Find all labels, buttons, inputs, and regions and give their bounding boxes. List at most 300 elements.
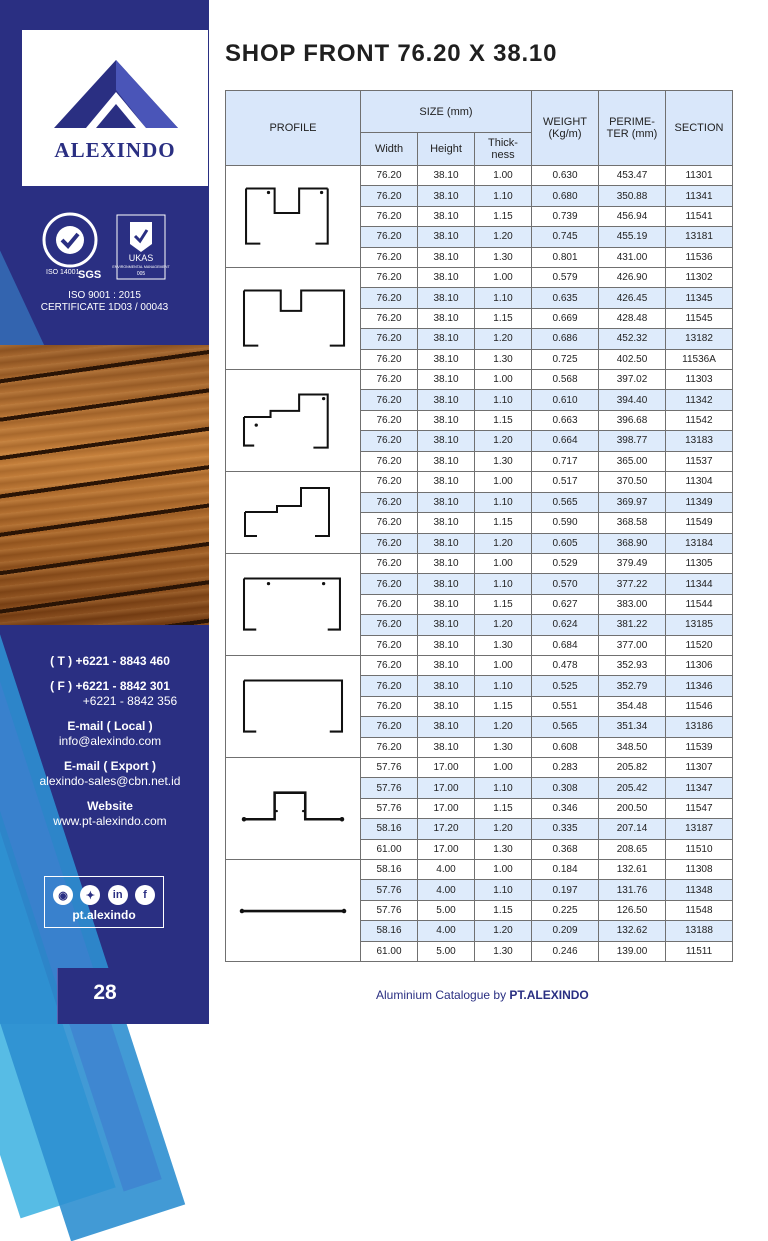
cell-perimeter: 426.45: [599, 288, 666, 308]
cell-width: 76.20: [361, 390, 418, 410]
cell-section: 11347: [666, 778, 733, 798]
cell-thickness: 1.20: [475, 615, 532, 635]
profile-drawing-icon: [227, 166, 359, 264]
cell-width: 61.00: [361, 839, 418, 859]
cell-weight: 0.197: [532, 880, 599, 900]
cell-perimeter: 354.48: [599, 696, 666, 716]
cell-thickness: 1.10: [475, 574, 532, 594]
cell-perimeter: 397.02: [599, 370, 666, 390]
cell-width: 76.20: [361, 308, 418, 328]
profile-drawing-icon: [227, 472, 359, 550]
cell-weight: 0.745: [532, 227, 599, 247]
cell-width: 57.76: [361, 798, 418, 818]
cell-height: 17.00: [418, 839, 475, 859]
cell-section: 13185: [666, 615, 733, 635]
certification-block: [0, 186, 209, 346]
cell-thickness: 1.15: [475, 308, 532, 328]
phone-label: ( T ) +6221 - 8843 460: [50, 654, 170, 668]
cell-width: 58.16: [361, 819, 418, 839]
cell-thickness: 1.30: [475, 737, 532, 757]
cell-weight: 0.680: [532, 186, 599, 206]
cell-weight: 0.346: [532, 798, 599, 818]
cell-height: 38.10: [418, 574, 475, 594]
cell-height: 38.10: [418, 431, 475, 451]
cell-section: 11510: [666, 839, 733, 859]
cell-thickness: 1.30: [475, 941, 532, 961]
email-local-label: E-mail ( Local ): [67, 719, 153, 733]
cell-height: 38.10: [418, 717, 475, 737]
cell-thickness: 1.00: [475, 472, 532, 493]
cell-width: 76.20: [361, 227, 418, 247]
cell-section: 11303: [666, 370, 733, 390]
cell-perimeter: 370.50: [599, 472, 666, 493]
cell-height: 38.10: [418, 737, 475, 757]
cell-weight: 0.608: [532, 737, 599, 757]
cell-perimeter: 379.49: [599, 554, 666, 574]
certification-text: [0, 290, 209, 314]
cell-height: 38.10: [418, 329, 475, 349]
cell-height: 38.10: [418, 696, 475, 716]
cell-perimeter: 428.48: [599, 308, 666, 328]
cell-width: 58.16: [361, 921, 418, 941]
cell-thickness: 1.15: [475, 206, 532, 226]
cell-perimeter: 456.94: [599, 206, 666, 226]
svg-text:005: 005: [136, 271, 146, 277]
cell-section: 11344: [666, 574, 733, 594]
cell-thickness: 1.10: [475, 778, 532, 798]
cell-thickness: 1.20: [475, 717, 532, 737]
cell-section: 13182: [666, 329, 733, 349]
footer: [376, 988, 589, 1002]
cell-width: 76.20: [361, 370, 418, 390]
cell-weight: 0.610: [532, 390, 599, 410]
cell-thickness: 1.00: [475, 860, 532, 880]
cell-perimeter: 126.50: [599, 900, 666, 920]
linkedin-icon[interactable]: in: [108, 885, 128, 905]
profile-drawing: [226, 860, 361, 962]
cell-weight: 0.605: [532, 533, 599, 554]
cell-perimeter: 369.97: [599, 492, 666, 513]
cell-perimeter: 350.88: [599, 186, 666, 206]
cell-perimeter: 453.47: [599, 166, 666, 186]
cell-width: 76.20: [361, 513, 418, 534]
profile-drawing: [226, 554, 361, 656]
cell-section: 11539: [666, 737, 733, 757]
cell-thickness: 1.10: [475, 676, 532, 696]
cell-section: 11536A: [666, 349, 733, 369]
fax-label: ( F ) +6221 - 8842 301: [50, 679, 170, 693]
page-title: SHOP FRONT 76.20 X 38.10: [225, 40, 558, 67]
cell-width: 76.20: [361, 717, 418, 737]
cell-width: 76.20: [361, 349, 418, 369]
cell-weight: 0.663: [532, 410, 599, 430]
profile-drawing-icon: [227, 370, 359, 468]
cell-thickness: 1.20: [475, 533, 532, 554]
cell-perimeter: 452.32: [599, 329, 666, 349]
cell-thickness: 1.30: [475, 451, 532, 471]
cell-perimeter: 365.00: [599, 451, 666, 471]
sgs-iso-badge-icon: [40, 210, 110, 280]
cell-weight: 0.801: [532, 247, 599, 267]
header-size: SIZE (mm): [361, 91, 532, 133]
cell-width: 76.20: [361, 247, 418, 267]
cell-perimeter: 455.19: [599, 227, 666, 247]
cell-thickness: 1.15: [475, 594, 532, 614]
cell-width: 76.20: [361, 635, 418, 655]
cell-weight: 0.630: [532, 166, 599, 186]
cell-thickness: 1.15: [475, 798, 532, 818]
svg-text:ENVIRONMENTAL MANAGEMENT: ENVIRONMENTAL MANAGEMENT: [112, 265, 170, 269]
cell-section: 11542: [666, 410, 733, 430]
cell-height: 38.10: [418, 390, 475, 410]
cell-width: 76.20: [361, 410, 418, 430]
cell-weight: 0.627: [532, 594, 599, 614]
cell-weight: 0.590: [532, 513, 599, 534]
cell-height: 38.10: [418, 656, 475, 676]
cell-height: 5.00: [418, 900, 475, 920]
cell-perimeter: 402.50: [599, 349, 666, 369]
cell-width: 57.76: [361, 758, 418, 778]
cell-perimeter: 381.22: [599, 615, 666, 635]
cell-width: 58.16: [361, 860, 418, 880]
cell-weight: 0.368: [532, 839, 599, 859]
cell-height: 38.10: [418, 227, 475, 247]
cell-thickness: 1.10: [475, 288, 532, 308]
cell-height: 17.00: [418, 758, 475, 778]
cell-section: 11307: [666, 758, 733, 778]
cell-thickness: 1.10: [475, 186, 532, 206]
alexindo-logo-icon: [50, 58, 182, 138]
cell-section: 11544: [666, 594, 733, 614]
cell-height: 17.00: [418, 798, 475, 818]
cell-perimeter: 396.68: [599, 410, 666, 430]
cell-weight: 0.725: [532, 349, 599, 369]
cell-perimeter: 207.14: [599, 819, 666, 839]
cell-section: 13183: [666, 431, 733, 451]
cell-height: 38.10: [418, 186, 475, 206]
instagram-icon[interactable]: ◉: [53, 885, 73, 905]
cell-height: 38.10: [418, 513, 475, 534]
cell-width: 76.20: [361, 166, 418, 186]
cell-perimeter: 377.00: [599, 635, 666, 655]
cell-height: 38.10: [418, 288, 475, 308]
website-label: Website: [87, 799, 133, 813]
cell-weight: 0.225: [532, 900, 599, 920]
cell-section: 11548: [666, 900, 733, 920]
cell-perimeter: 368.90: [599, 533, 666, 554]
cell-thickness: 1.00: [475, 554, 532, 574]
cell-thickness: 1.20: [475, 921, 532, 941]
cell-weight: 0.635: [532, 288, 599, 308]
profile-drawing: [226, 472, 361, 554]
cell-height: 38.10: [418, 635, 475, 655]
cell-height: 38.10: [418, 206, 475, 226]
cell-thickness: 1.30: [475, 247, 532, 267]
svg-text:SGS: SGS: [78, 269, 102, 281]
cell-thickness: 1.00: [475, 758, 532, 778]
cell-thickness: 1.20: [475, 329, 532, 349]
cell-thickness: 1.30: [475, 349, 532, 369]
sidebar: [0, 0, 209, 1024]
cell-thickness: 1.30: [475, 635, 532, 655]
twitter-icon[interactable]: ✦: [80, 885, 100, 905]
cell-width: 76.20: [361, 451, 418, 471]
cell-height: 4.00: [418, 921, 475, 941]
profile-drawing-icon: [227, 860, 359, 958]
cell-section: 11349: [666, 492, 733, 513]
cell-width: 76.20: [361, 737, 418, 757]
cell-weight: 0.684: [532, 635, 599, 655]
profile-drawing-icon: [227, 554, 359, 652]
header-height: Height: [418, 133, 475, 166]
cell-section: 13187: [666, 819, 733, 839]
cell-weight: 0.565: [532, 492, 599, 513]
cell-weight: 0.335: [532, 819, 599, 839]
profile-drawing-icon: [227, 758, 359, 856]
cell-width: 76.20: [361, 594, 418, 614]
cell-weight: 0.209: [532, 921, 599, 941]
cell-weight: 0.525: [532, 676, 599, 696]
cell-weight: 0.568: [532, 370, 599, 390]
cell-perimeter: 352.79: [599, 676, 666, 696]
profile-drawing: [226, 166, 361, 268]
profile-drawing: [226, 268, 361, 370]
cell-width: 61.00: [361, 941, 418, 961]
profile-drawing-icon: [227, 656, 359, 754]
header-section: SECTION: [666, 91, 733, 166]
cell-perimeter: 200.50: [599, 798, 666, 818]
cell-width: 76.20: [361, 615, 418, 635]
ukas-badge-icon: [112, 214, 170, 280]
cell-width: 76.20: [361, 206, 418, 226]
cell-section: 11511: [666, 941, 733, 961]
cell-width: 76.20: [361, 533, 418, 554]
footer-prefix: Aluminium Catalogue by: [376, 988, 510, 1002]
cell-perimeter: 205.82: [599, 758, 666, 778]
cell-weight: 0.246: [532, 941, 599, 961]
cell-width: 76.20: [361, 431, 418, 451]
cell-weight: 0.624: [532, 615, 599, 635]
header-thickness: Thick- ness: [475, 133, 532, 166]
cell-weight: 0.669: [532, 308, 599, 328]
table-row: [226, 472, 733, 493]
cell-weight: 0.551: [532, 696, 599, 716]
profile-drawing: [226, 656, 361, 758]
cell-perimeter: 398.77: [599, 431, 666, 451]
cell-weight: 0.717: [532, 451, 599, 471]
table-row: [226, 554, 733, 574]
cell-perimeter: 131.76: [599, 880, 666, 900]
cell-height: 38.10: [418, 554, 475, 574]
cell-perimeter: 368.58: [599, 513, 666, 534]
cell-height: 4.00: [418, 880, 475, 900]
cell-section: 11305: [666, 554, 733, 574]
svg-text:ISO 14001: ISO 14001: [46, 269, 80, 276]
cell-width: 76.20: [361, 656, 418, 676]
logo-panel: [22, 30, 208, 186]
cell-perimeter: 426.90: [599, 268, 666, 288]
cell-section: 11545: [666, 308, 733, 328]
certificate-label: CERTIFICATE 1D03 / 00043: [40, 302, 169, 313]
cell-thickness: 1.00: [475, 166, 532, 186]
profile-drawing: [226, 758, 361, 860]
cell-section: 11537: [666, 451, 733, 471]
cell-height: 4.00: [418, 860, 475, 880]
cell-thickness: 1.00: [475, 268, 532, 288]
cell-weight: 0.565: [532, 717, 599, 737]
cell-weight: 0.686: [532, 329, 599, 349]
cell-perimeter: 348.50: [599, 737, 666, 757]
cell-height: 38.10: [418, 410, 475, 430]
table-row: [226, 166, 733, 186]
cell-width: 76.20: [361, 492, 418, 513]
wood-texture-image: [0, 345, 209, 625]
cell-thickness: 1.00: [475, 656, 532, 676]
cell-section: 11549: [666, 513, 733, 534]
cell-section: 13184: [666, 533, 733, 554]
cell-height: 38.10: [418, 166, 475, 186]
cell-perimeter: 377.22: [599, 574, 666, 594]
cell-section: 13188: [666, 921, 733, 941]
cell-width: 76.20: [361, 676, 418, 696]
cell-height: 38.10: [418, 247, 475, 267]
cell-perimeter: 139.00: [599, 941, 666, 961]
cell-section: 11308: [666, 860, 733, 880]
cell-thickness: 1.20: [475, 431, 532, 451]
email-export-label: E-mail ( Export ): [63, 759, 156, 773]
cell-width: 76.20: [361, 268, 418, 288]
cell-section: 11304: [666, 472, 733, 493]
cell-thickness: 1.10: [475, 492, 532, 513]
email-local-link[interactable]: info@alexindo.com: [58, 734, 162, 748]
svg-text:UKAS: UKAS: [128, 253, 154, 263]
fax-number-2: +6221 - 8842 356: [82, 694, 178, 708]
cell-section: 11341: [666, 186, 733, 206]
cell-section: 11546: [666, 696, 733, 716]
cell-height: 17.00: [418, 778, 475, 798]
cell-width: 57.76: [361, 778, 418, 798]
cell-perimeter: 132.62: [599, 921, 666, 941]
cell-thickness: 1.15: [475, 410, 532, 430]
cell-section: 11342: [666, 390, 733, 410]
profile-table: [225, 90, 733, 962]
website-link[interactable]: www.pt-alexindo.com: [53, 814, 167, 828]
cell-weight: 0.570: [532, 574, 599, 594]
cell-thickness: 1.15: [475, 696, 532, 716]
cell-height: 38.10: [418, 676, 475, 696]
cell-perimeter: 383.00: [599, 594, 666, 614]
cell-section: 11547: [666, 798, 733, 818]
cell-thickness: 1.30: [475, 839, 532, 859]
header-width: Width: [361, 133, 418, 166]
footer-brand: PT.ALEXINDO: [509, 988, 589, 1002]
cell-weight: 0.517: [532, 472, 599, 493]
cell-width: 76.20: [361, 288, 418, 308]
cell-thickness: 1.15: [475, 513, 532, 534]
brand-name: ALEXINDO: [54, 138, 176, 162]
cell-thickness: 1.00: [475, 370, 532, 390]
cell-section: 11346: [666, 676, 733, 696]
cell-section: 13186: [666, 717, 733, 737]
cell-perimeter: 394.40: [599, 390, 666, 410]
profile-drawing: [226, 370, 361, 472]
header-perimeter: PERIME- TER (mm): [599, 91, 666, 166]
cell-width: 76.20: [361, 696, 418, 716]
cell-height: 38.10: [418, 492, 475, 513]
table-row: [226, 860, 733, 880]
social-handle: pt.alexindo: [72, 908, 136, 922]
cell-height: 38.10: [418, 615, 475, 635]
facebook-icon[interactable]: f: [135, 885, 155, 905]
cell-weight: 0.664: [532, 431, 599, 451]
cell-width: 76.20: [361, 554, 418, 574]
cell-thickness: 1.20: [475, 227, 532, 247]
cell-width: 76.20: [361, 329, 418, 349]
table-row: [226, 656, 733, 676]
cell-weight: 0.283: [532, 758, 599, 778]
cell-section: 11536: [666, 247, 733, 267]
cell-section: 11348: [666, 880, 733, 900]
cell-width: 57.76: [361, 900, 418, 920]
table-body: [226, 166, 733, 962]
page-number: 28: [57, 968, 152, 1024]
cell-height: 38.10: [418, 268, 475, 288]
cell-perimeter: 352.93: [599, 656, 666, 676]
cell-weight: 0.184: [532, 860, 599, 880]
header-weight: WEIGHT (Kg/m): [532, 91, 599, 166]
cell-width: 76.20: [361, 574, 418, 594]
email-export-link[interactable]: alexindo-sales@cbn.net.id: [39, 774, 181, 788]
cell-perimeter: 205.42: [599, 778, 666, 798]
contact-block: [10, 654, 210, 839]
cell-thickness: 1.10: [475, 880, 532, 900]
cell-thickness: 1.15: [475, 900, 532, 920]
cell-section: 13181: [666, 227, 733, 247]
header-profile: PROFILE: [226, 91, 361, 166]
cell-height: 38.10: [418, 472, 475, 493]
cell-height: 38.10: [418, 370, 475, 390]
cell-weight: 0.529: [532, 554, 599, 574]
cell-perimeter: 132.61: [599, 860, 666, 880]
cell-width: 76.20: [361, 472, 418, 493]
cell-height: 17.20: [418, 819, 475, 839]
cell-height: 38.10: [418, 533, 475, 554]
table-row: [226, 758, 733, 778]
cell-section: 11302: [666, 268, 733, 288]
social-box: [44, 876, 164, 928]
iso-label: ISO 9001 : 2015: [68, 290, 141, 301]
cell-perimeter: 208.65: [599, 839, 666, 859]
cell-height: 5.00: [418, 941, 475, 961]
cell-section: 11345: [666, 288, 733, 308]
profile-drawing-icon: [227, 268, 359, 366]
cell-weight: 0.308: [532, 778, 599, 798]
cell-thickness: 1.20: [475, 819, 532, 839]
cell-weight: 0.739: [532, 206, 599, 226]
cell-width: 76.20: [361, 186, 418, 206]
cell-section: 11541: [666, 206, 733, 226]
cell-width: 57.76: [361, 880, 418, 900]
cell-height: 38.10: [418, 349, 475, 369]
table-row: [226, 370, 733, 390]
cell-height: 38.10: [418, 451, 475, 471]
table-row: [226, 268, 733, 288]
cell-section: 11301: [666, 166, 733, 186]
cell-thickness: 1.10: [475, 390, 532, 410]
cell-section: 11520: [666, 635, 733, 655]
cell-height: 38.10: [418, 594, 475, 614]
cell-perimeter: 431.00: [599, 247, 666, 267]
